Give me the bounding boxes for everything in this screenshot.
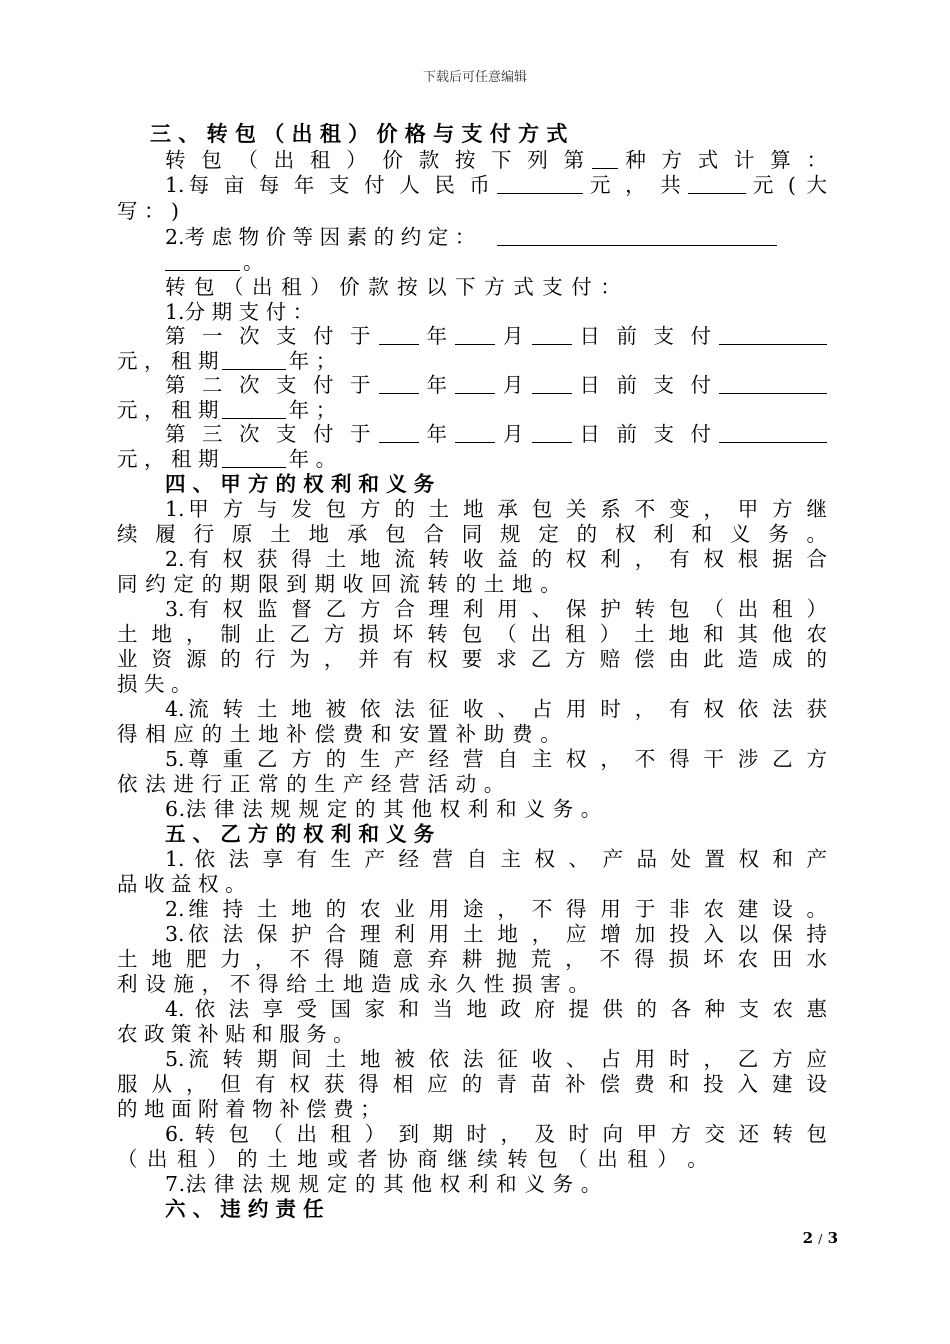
sec4-line: 5.尊 重 乙 方 的 生 产 经 营 自 主 权 ， 不 得 干 涉 乙 方: [165, 747, 827, 771]
sec5-line: 3.依 法 保 护 合 理 利 用 土 地 ， 应 增 加 投 入 以 保 持: [165, 922, 827, 946]
option-2-line-2: 。: [165, 249, 827, 275]
sec4-line: 损 失 。: [117, 672, 192, 696]
sec5-line: 4. 依 法 享 受 国 家 和 当 地 政 府 提 供 的 各 种 支 农 惠: [165, 997, 827, 1021]
sec4-line: 业 资 源 的 行 为 ， 并 有 权 要 求 乙 方 赔 偿 由 此 造 成 的: [117, 647, 827, 671]
sec5-line: （ 出 租 ） 的 土 地 或 者 协 商 继 续 转 包 （ 出 租 ） 。: [117, 1147, 710, 1171]
blank-year: [379, 421, 419, 443]
sec4-line: 土 地 ， 制 止 乙 方 损 坏 转 包 （ 出 租 ） 土 地 和 其 他 农: [117, 622, 827, 646]
sec4-line: 同 约 定 的 期 限 到 期 收 回 流 转 的 土 地 。: [117, 572, 562, 596]
sec5-line: 2.维 持 土 地 的 农 业 用 途 ， 不 得 用 于 非 农 建 设 。: [165, 897, 827, 921]
installment-line: 1.分 期 支 付 ：: [165, 300, 314, 324]
sec4-line: 6.法 律 法 规 规 定 的 其 他 权 利 和 义 务 。: [165, 797, 602, 821]
sec4-line: 2.有 权 获 得 土 地 流 转 收 益 的 权 利 ， 有 权 根 据 合: [165, 547, 827, 571]
section-6-title: 六 、 违 约 责 任: [165, 1197, 324, 1221]
blank-day: [532, 421, 572, 443]
option-1-line: 1.每 亩 每 年 支 付 人 民 币 元 ， 共 元 ( 大: [165, 173, 827, 197]
payment-3-line: 第 三 次 支 付 于 年 月 日 前 支 付: [165, 421, 827, 447]
blank-price-factor-2: [165, 249, 240, 271]
page-number: 2 / 3: [802, 1229, 838, 1247]
sec4-line: 续 履 行 原 土 地 承 包 合 同 规 定 的 权 利 和 义 务 。: [117, 522, 827, 546]
sec4-line: 依 法 进 行 正 常 的 生 产 经 营 活 动 。: [117, 772, 505, 796]
option-2-line: 2.考 虑 物 价 等 因 素 的 约 定 ：: [165, 224, 827, 250]
payment-1-line: 第 一 次 支 付 于 年 月 日 前 支 付: [165, 323, 827, 349]
page-header: 下载后可任意编辑: [422, 70, 527, 85]
calc-method-line: 转 包 （ 出 租 ） 价 款 按 下 列 第 种 方 式 计 算 ：: [165, 148, 827, 172]
sec4-line: 1.甲 方 与 发 包 方 的 土 地 承 包 关 系 不 变 ， 甲 方 继: [165, 497, 827, 521]
sec5-line: 农 政 策 补 贴 和 服 务 。: [117, 1022, 354, 1046]
section-4-title: 四 、 甲 方 的 权 利 和 义 务: [165, 472, 435, 496]
blank-year: [379, 372, 419, 394]
option-1-line-2: 写 ： ): [117, 199, 180, 223]
blank-month: [455, 372, 495, 394]
sec5-line: 1. 依 法 享 有 生 产 经 营 自 主 权 、 产 品 处 置 权 和 产: [165, 847, 827, 871]
payment-method-line: 转 包 （ 出 租 ） 价 款 按 以 下 方 式 支 付 ：: [165, 275, 622, 299]
blank-term: [222, 446, 286, 468]
payment-1-term: 元 ， 租 期 年 ；: [117, 349, 337, 373]
sec4-line: 得 相 应 的 土 地 补 偿 费 和 安 置 补 助 费 。: [117, 722, 562, 746]
sec5-line: 5.流 转 期 间 土 地 被 依 法 征 收 、 占 用 时 ， 乙 方 应: [165, 1047, 827, 1071]
blank-amount: [719, 323, 827, 345]
sec4-line: 4.流 转 土 地 被 依 法 征 收 、 占 用 时 ， 有 权 依 法 获: [165, 697, 827, 721]
blank-method-no: [592, 147, 618, 169]
sec5-line: 品 收 益 权 。: [117, 872, 246, 896]
sec5-line: 的 地 面 附 着 物 补 偿 费 ；: [117, 1097, 381, 1121]
payment-3-term: 元 ， 租 期 年 。: [117, 447, 337, 471]
section-5-title: 五 、 乙 方 的 权 利 和 义 务: [165, 822, 435, 846]
sec4-line: 3.有 权 监 督 乙 方 合 理 利 用 、 保 护 转 包 （ 出 租 ）: [165, 597, 827, 621]
blank-month: [455, 421, 495, 443]
sec5-line: 土 地 肥 力 ， 不 得 随 意 弃 耕 抛 荒 ， 不 得 损 坏 农 田 水: [117, 947, 827, 971]
blank-term: [222, 348, 286, 370]
sec5-line: 服 从 ， 但 有 权 获 得 相 应 的 青 苗 补 偿 费 和 投 入 建 设: [117, 1072, 827, 1096]
section-3-title: 三 、 转 包 （ 出 租 ） 价 格 与 支 付 方 式: [150, 121, 568, 146]
blank-day: [532, 323, 572, 345]
blank-amount: [719, 372, 827, 394]
blank-month: [455, 323, 495, 345]
blank-price-factor: [497, 224, 777, 246]
blank-total: [688, 172, 746, 194]
blank-day: [532, 372, 572, 394]
blank-rmb-per-mu: [497, 172, 583, 194]
blank-amount: [719, 421, 827, 443]
sec5-line: 利 设 施 ， 不 得 给 土 地 造 成 永 久 性 损 害 。: [117, 972, 590, 996]
payment-2-line: 第 二 次 支 付 于 年 月 日 前 支 付: [165, 372, 827, 398]
blank-year: [379, 323, 419, 345]
sec5-line: 6. 转 包 （ 出 租 ） 到 期 时 ， 及 时 向 甲 方 交 还 转 包: [165, 1122, 827, 1146]
blank-term: [222, 397, 286, 419]
sec5-line: 7.法 律 法 规 规 定 的 其 他 权 利 和 义 务 。: [165, 1172, 602, 1196]
payment-2-term: 元 ， 租 期 年 ；: [117, 398, 337, 422]
